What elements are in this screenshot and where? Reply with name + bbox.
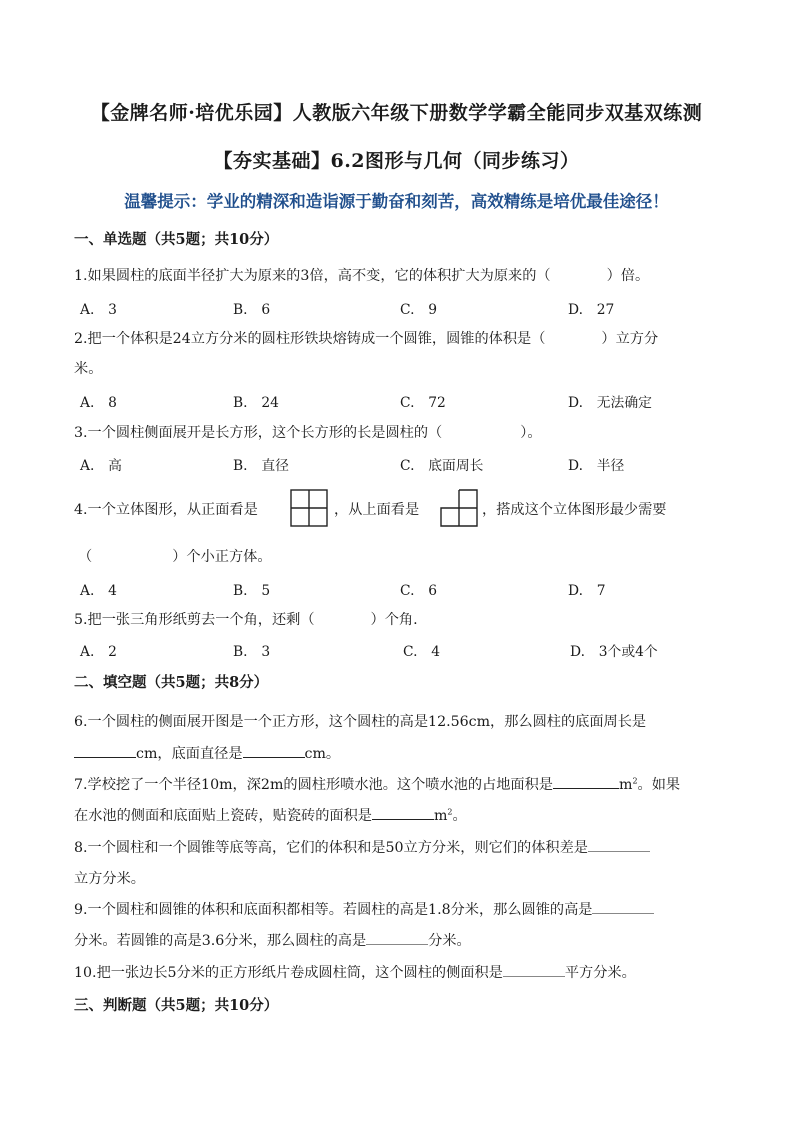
title-line-2: 【夯实基础】6.2图形与几何（同步练习） (213, 150, 580, 172)
front-view-figure (290, 489, 328, 527)
question-5 (74, 609, 418, 629)
q2-option-c: C. 72 (400, 395, 446, 411)
open-paren: （ (78, 549, 93, 565)
unit-m: m (618, 777, 633, 793)
q3-option-b: B. 直径 (233, 458, 289, 474)
answer-blank (592, 899, 654, 914)
question-4-stem-c: ，搭成这个立体图形最少需要 (482, 502, 667, 518)
question-5-stem: 5.把一张三角形纸剪去一个角，还剩（ (74, 612, 315, 628)
q5-option-c: C. 4 (403, 644, 441, 660)
question-9-line-1 (74, 899, 654, 919)
question-2-stem-wrap: 米。 (74, 361, 103, 377)
q2-option-b: B. 24 (233, 395, 279, 411)
section-heading-single-choice: 一、单选题（共5题；共10分） (74, 231, 279, 248)
question-7-line-1 (74, 774, 680, 794)
unit-m: m (433, 808, 448, 824)
answer-blank (243, 743, 305, 758)
q1-option-c: C. 9 (400, 302, 438, 318)
question-9-text-b: 分米。若圆锥的高是3.6分米，那么圆柱的高是 (74, 933, 367, 949)
question-10-text-end: 平方分米。 (564, 965, 636, 981)
q4-option-c: C. 6 (400, 583, 438, 599)
question-9-text-c: 分米。 (428, 933, 471, 949)
q5-option-a: A. 2 (80, 644, 117, 660)
question-4-stem-b: ，从上面看是 (334, 502, 420, 518)
section-heading-fill-blank: 二、填空题（共5题；共8分） (74, 674, 269, 691)
question-3-stem: 3.一个圆柱侧面展开是长方形，这个长方形的长是圆柱的（ (74, 425, 443, 441)
answer-blank (553, 774, 619, 789)
question-2-stem: 2.把一个体积是24立方分米的圆柱形铁块熔铸成一个圆锥，圆锥的体积是（ (74, 331, 546, 347)
question-5-stem-end: ）个角. (370, 612, 418, 628)
q1-option-a: A. 3 (80, 302, 117, 318)
question-6-text-b: cm。 (304, 746, 341, 762)
q5-option-d: D. 3个或4个 (570, 644, 658, 660)
q1-option-d: D. 27 (568, 302, 615, 318)
question-9-text: 9.一个圆柱和圆锥的体积和底面积都相等。若圆柱的高是1.8分米，那么圆锥的高是 (74, 902, 593, 918)
question-7-text-a: 7.学校挖了一个半径10m，深2m的圆柱形喷水池。这个喷水池的占地面积是 (74, 777, 553, 793)
title-line-1: 【金牌名师·培优乐园】人教版六年级下册数学学霸全能同步双基双练测 (90, 102, 703, 124)
question-10 (74, 962, 636, 982)
tip-banner: 温馨提示：学业的精深和造诣源于勤奋和刻苦，高效精练是培优最佳途径！ (124, 192, 669, 211)
question-10-text: 10.把一张边长5分米的正方形纸片卷成圆柱筒，这个圆柱的侧面积是 (74, 965, 503, 981)
q3-option-d: D. 半径 (568, 458, 625, 474)
question-3 (74, 422, 542, 442)
q3-option-a: A. 高 (80, 458, 122, 474)
question-4-stem-d (78, 546, 272, 566)
question-3-stem-end: ）。 (520, 425, 542, 441)
q5-option-b: B. 3 (233, 644, 271, 660)
question-4-stem-end: ）个小正方体。 (172, 549, 272, 565)
question-1 (74, 265, 649, 285)
superscript-2: 2 (632, 776, 638, 786)
question-2-stem-mid: ）立方分 (601, 331, 659, 347)
answer-blank (503, 962, 565, 977)
superscript-2: 2 (447, 807, 453, 817)
q1-option-b: B. 6 (233, 302, 271, 318)
q4-option-a: A. 4 (80, 583, 117, 599)
question-8-line-1 (74, 837, 650, 857)
question-4-stem: 4.一个立体图形，从正面看是 (74, 502, 258, 518)
section-heading-true-false: 三、判断题（共5题；共10分） (74, 997, 279, 1014)
q2-option-a: A. 8 (80, 395, 117, 411)
q2-option-d: D. 无法确定 (568, 395, 652, 411)
answer-blank (372, 805, 434, 820)
question-1-stem: 1.如果圆柱的底面半径扩大为原来的3倍，高不变，它的体积扩大为原来的（ (74, 268, 551, 284)
question-8-text: 8.一个圆柱和一个圆锥等底等高，它们的体积和是50立方分米，则它们的体积差是 (74, 840, 588, 856)
q3-option-c: C. 底面周长 (400, 458, 484, 474)
answer-blank (366, 930, 428, 945)
question-9-line-2 (74, 930, 471, 950)
top-view-figure (440, 489, 478, 527)
question-1-stem-end: ）倍。 (606, 268, 650, 284)
answer-blank (74, 743, 136, 758)
question-6-line-2 (74, 743, 340, 763)
question-7-text-c: 。如果 (637, 777, 681, 793)
q4-option-b: B. 5 (233, 583, 271, 599)
question-6-text-a: cm，底面直径是 (136, 746, 243, 762)
answer-blank (588, 837, 650, 852)
question-7-line-2 (74, 805, 467, 825)
question-7-text-e: 。 (452, 808, 467, 824)
question-6-line-1: 6.一个圆柱的侧面展开图是一个正方形，这个圆柱的高是12.56cm，那么圆柱的底面周长是 (74, 714, 647, 730)
question-2 (74, 328, 658, 348)
question-7-text-d: 在水池的侧面和底面贴上瓷砖，贴瓷砖的面积是 (74, 808, 372, 824)
question-8-line-2: 立方分米。 (74, 871, 145, 887)
q4-option-d: D. 7 (568, 583, 606, 599)
